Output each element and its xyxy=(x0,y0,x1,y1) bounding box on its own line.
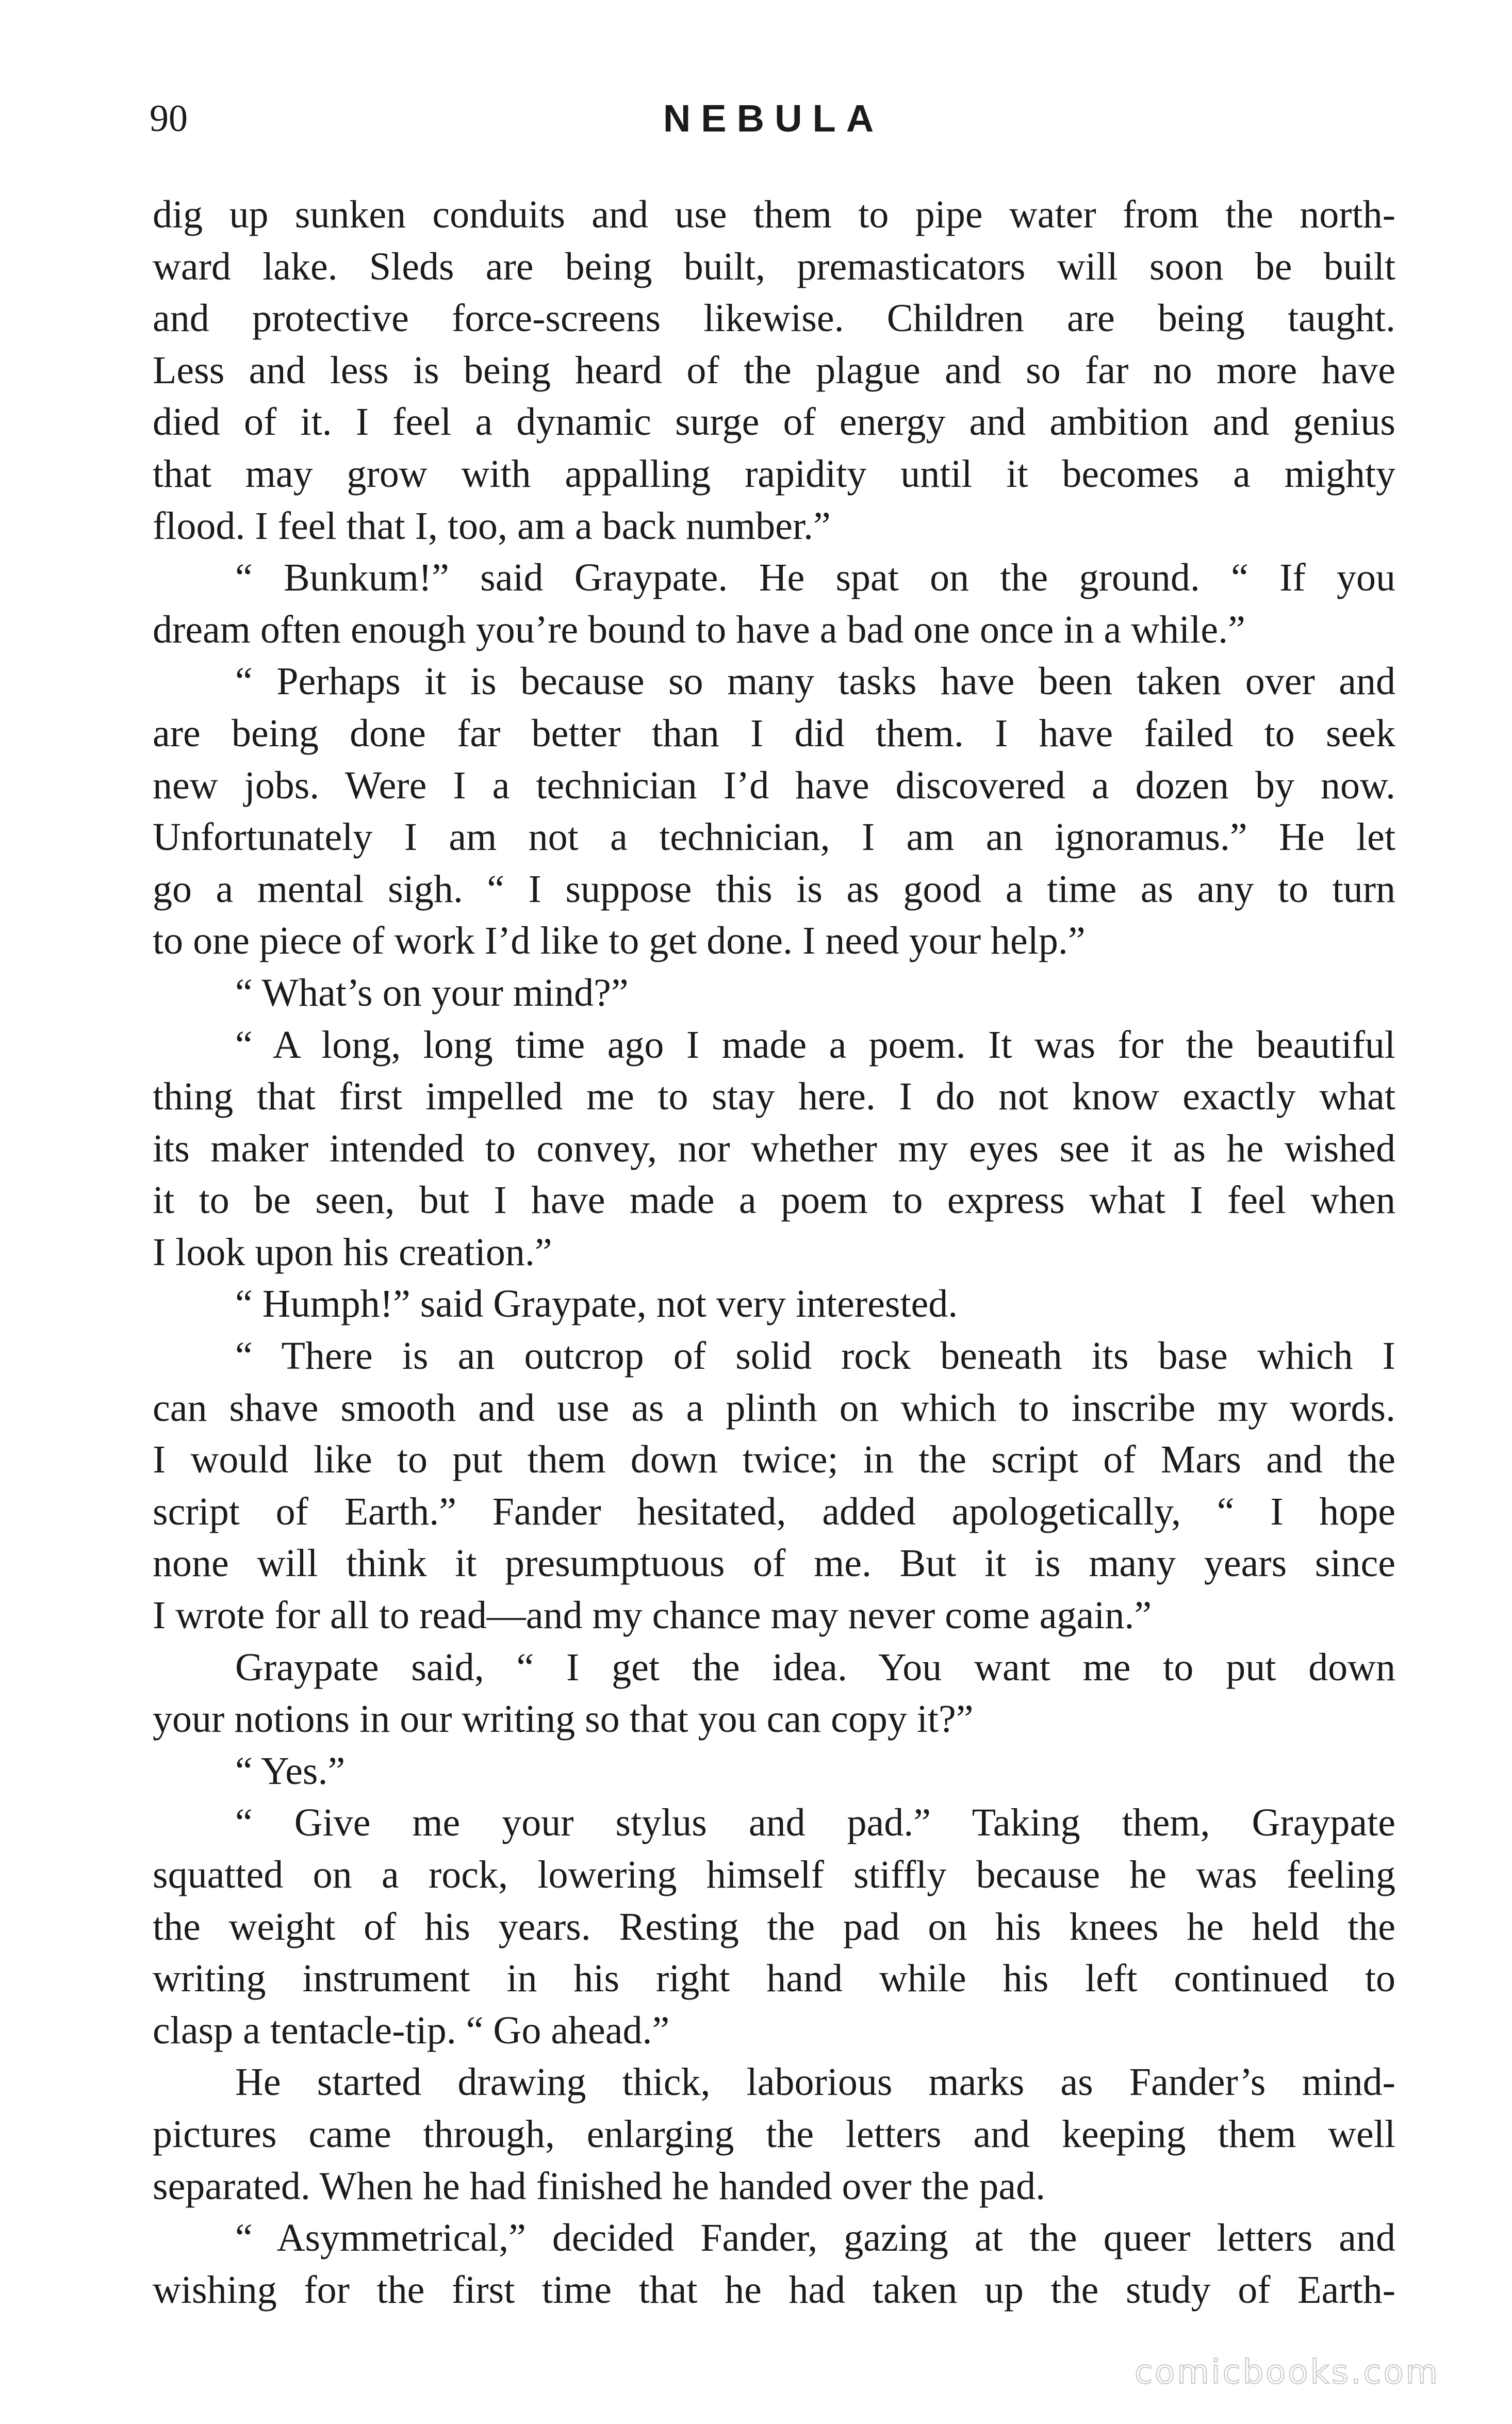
text-line: Less and less is being heard of the plague and so far no more have xyxy=(153,348,1395,392)
text-line: I wrote for all to read—and my chance may never come again.” xyxy=(153,1594,1152,1637)
text-line: dream often enough you’re bound to have a bad one once in a while.” xyxy=(153,608,1245,651)
text-line: script of Earth.” Fander hesitated, added apologetically, “ I hope xyxy=(153,1489,1395,1533)
page-number: 90 xyxy=(150,97,188,140)
text-line: go a mental sigh. “ I suppose this is as good a time as any to turn xyxy=(153,867,1395,911)
body-text xyxy=(153,189,1395,2316)
text-line: it to be seen, but I have made a poem to express what I feel when xyxy=(153,1178,1395,1222)
text-line: “ There is an outcrop of solid rock beneath its base which I xyxy=(235,1334,1395,1378)
text-line: clasp a tentacle-tip. “ Go ahead.” xyxy=(153,2008,670,2052)
text-line: are being done far better than I did them. I have failed to seek xyxy=(153,711,1395,755)
text-line: new jobs. Were I a technician I’d have discovered a dozen by now. xyxy=(153,763,1395,807)
text-line: Graypate said, “ I get the idea. You want me to put down xyxy=(235,1645,1395,1689)
text-line: “ A long, long time ago I made a poem. It was for the beautiful xyxy=(235,1023,1395,1067)
text-line: dig up sunken conduits and use them to pipe water from the north- xyxy=(153,193,1395,236)
text-line: He started drawing thick, laborious marks as Fander’s mind- xyxy=(235,2060,1395,2104)
text-line: “ Humph!” said Graypate, not very interested. xyxy=(235,1282,958,1326)
text-line: Unfortunately I am not a technician, I am an ignoramus.” He let xyxy=(153,815,1395,859)
text-line: that may grow with appalling rapidity until it becomes a mighty xyxy=(153,452,1395,496)
text-line: writing instrument in his right hand while his left continued to xyxy=(153,1957,1395,2001)
text-line: I look upon his creation.” xyxy=(153,1230,552,1274)
text-line: I would like to put them down twice; in the script of Mars and the xyxy=(153,1438,1395,1482)
text-line: the weight of his years. Resting the pad on his knees he held the xyxy=(153,1905,1395,1948)
text-line: separated. When he had finished he handed over the pad. xyxy=(153,2164,1046,2208)
running-title: NEBULA xyxy=(663,97,884,140)
text-line: pictures came through, enlarging the letters and keeping them well xyxy=(153,2112,1395,2156)
text-line: “ Bunkum!” said Graypate. He spat on the ground. “ If you xyxy=(235,556,1395,600)
text-line: “ Perhaps it is because so many tasks have been taken over and xyxy=(235,660,1395,703)
text-line: squatted on a rock, lowering himself stiffly because he was feeling xyxy=(153,1853,1395,1896)
text-line: died of it. I feel a dynamic surge of energy and ambition and genius xyxy=(153,400,1395,444)
text-line: ward lake. Sleds are being built, premasticators will soon be built xyxy=(153,244,1395,288)
text-line: wishing for the first time that he had taken up the study of Earth- xyxy=(153,2268,1395,2312)
text-line: and protective force-screens likewise. Children are being taught. xyxy=(153,297,1395,340)
text-line: can shave smooth and use as a plinth on which to inscribe my words. xyxy=(153,1386,1395,1430)
text-line: none will think it presumptuous of me. But it is many years since xyxy=(153,1542,1395,1585)
text-line: flood. I feel that I, too, am a back number.” xyxy=(153,504,831,548)
watermark: comicbooks.com xyxy=(1134,2353,1440,2392)
text-line: “ Give me your stylus and pad.” Taking them, Graypate xyxy=(235,1801,1395,1845)
text-line: “ What’s on your mind?” xyxy=(235,971,629,1014)
running-head xyxy=(150,88,1398,150)
text-line: “ Asymmetrical,” decided Fander, gazing at the queer letters and xyxy=(235,2216,1395,2260)
text-line: its maker intended to convey, nor whether my eyes see it as he wished xyxy=(153,1126,1395,1170)
text-line: to one piece of work I’d like to get done. I need your help.” xyxy=(153,919,1086,963)
text-line: your notions in our writing so that you can copy it?” xyxy=(153,1697,974,1741)
text-line: thing that first impelled me to stay here. I do not know exactly what xyxy=(153,1075,1395,1119)
text-line: “ Yes.” xyxy=(235,1749,346,1793)
